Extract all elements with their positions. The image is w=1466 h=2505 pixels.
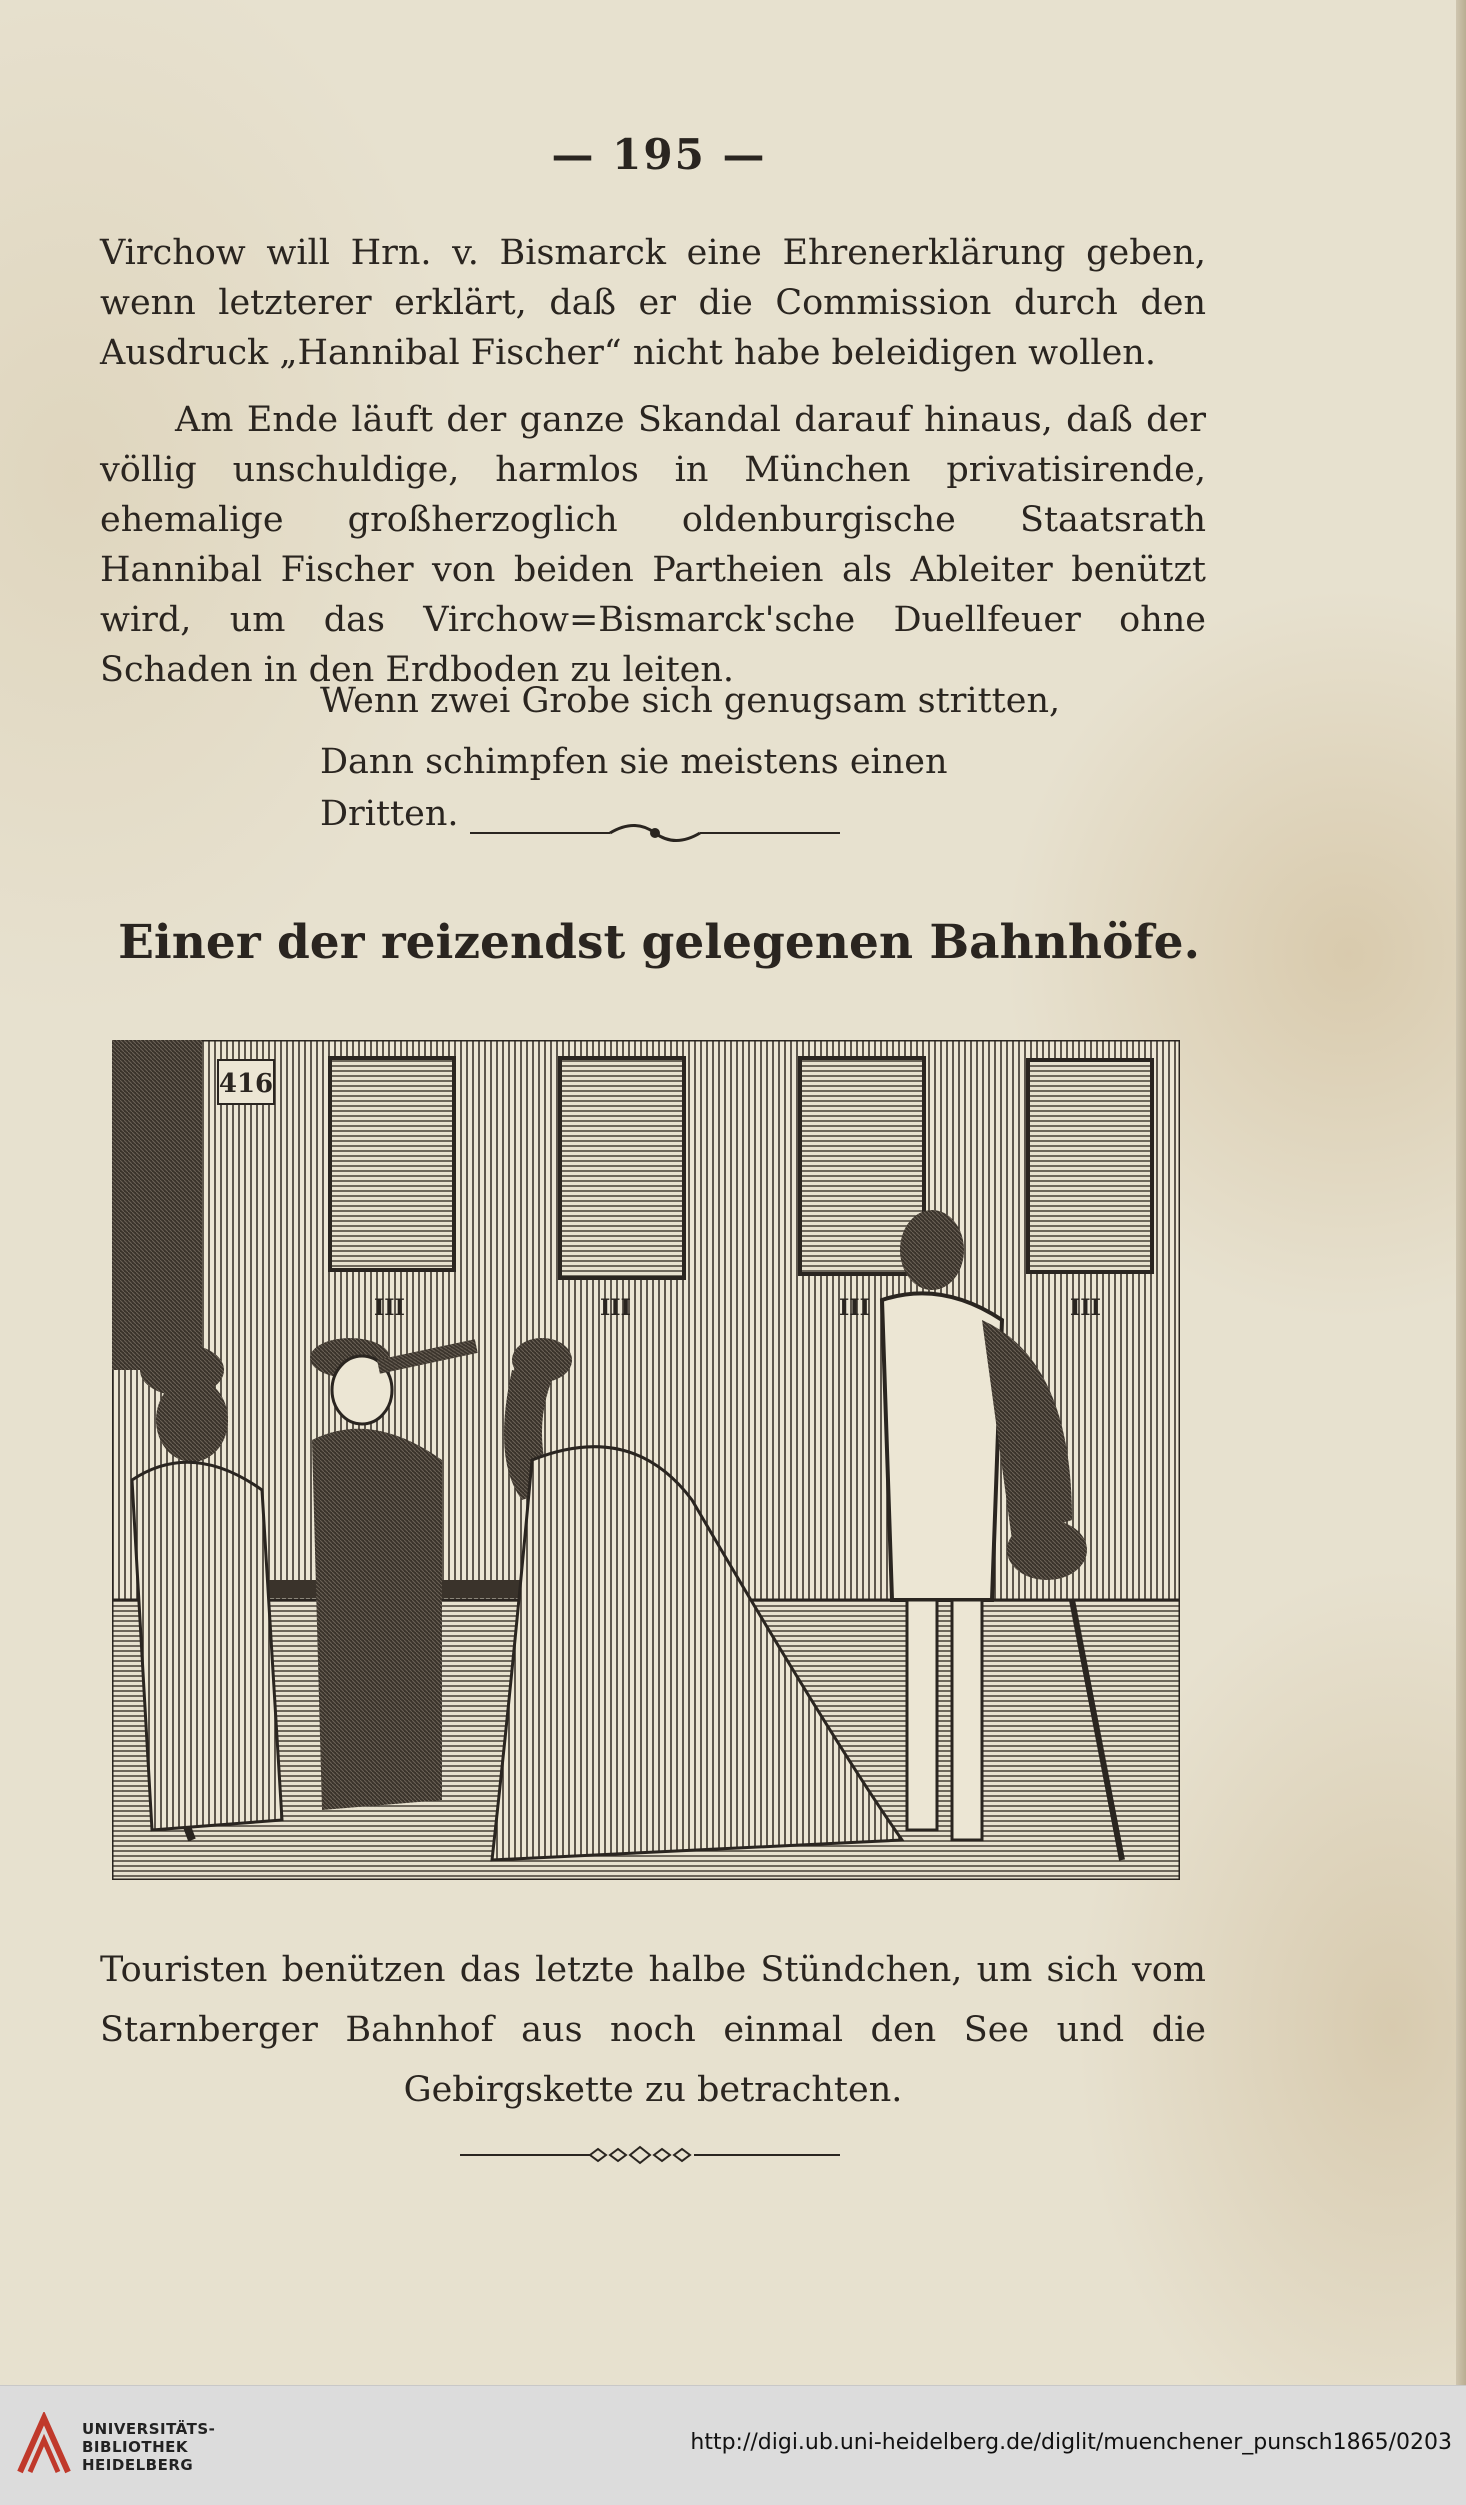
closing-ornament: [460, 2145, 840, 2165]
viewer-footer: [0, 2385, 1466, 2505]
window-mark: III: [1070, 1295, 1101, 1321]
library-name-line: UNIVERSITÄTS-: [82, 2420, 216, 2438]
paragraph-2: Am Ende läuft der ganze Skandal darauf hinaus, daß der völlig unschuldige, harmlos in München privatisirende, ehemalige großherzoglich oldenburgische Staatsrath Hannibal Fischer von beiden Partheien als Ableiter benützt wird, um das Virchow=Bismarck'sche Duellfeuer ohne Schaden in den Erdboden zu leiten.: [100, 400, 1206, 690]
page-edge: [1456, 0, 1466, 2385]
window-mark: III: [600, 1295, 631, 1321]
page-number: — 195 —: [551, 130, 767, 179]
caption-line-1: Touristen benützen das letzte halbe Stündchen, um sich vom: [100, 1950, 1206, 1990]
library-logo-icon: [16, 2412, 72, 2478]
verse-line-2: Dann schimpfen sie meistens einen Dritten.: [320, 742, 948, 834]
source-url[interactable]: http://digi.ub.uni-heidelberg.de/diglit/muenchener_punsch1865/0203: [690, 2430, 1452, 2455]
engraving-illustration: [112, 1040, 1180, 1880]
divider-ornament: [470, 818, 840, 848]
library-name: [82, 2420, 215, 2474]
carriage-window: [1028, 1060, 1152, 1272]
window-mark: III: [839, 1295, 870, 1321]
carriage-window: [330, 1058, 454, 1270]
library-name-line: HEIDELBERG: [82, 2456, 194, 2474]
library-name-line: BIBLIOTHEK: [82, 2438, 188, 2456]
paragraph-1: Virchow will Hrn. v. Bismarck eine Ehrenerklärung geben, wenn letzterer erklärt, daß er die Commission durch den Ausdruck „Hannibal Fischer“ nicht habe beleidigen wollen.: [100, 233, 1206, 373]
window-mark: III: [374, 1295, 405, 1321]
section-heading: Einer der reizendst gelegenen Bahnhöfe.: [118, 915, 1200, 970]
carriage-door: [112, 1040, 202, 1370]
caption-line-3: Gebirgskette zu betrachten.: [403, 2070, 903, 2110]
verse-line-1: Wenn zwei Grobe sich genugsam stritten,: [320, 681, 1061, 721]
carriage-window: [560, 1058, 684, 1278]
car-number: 416: [218, 1069, 274, 1099]
caption-line-2: Starnberger Bahnhof aus noch einmal den See und die: [100, 2010, 1206, 2050]
